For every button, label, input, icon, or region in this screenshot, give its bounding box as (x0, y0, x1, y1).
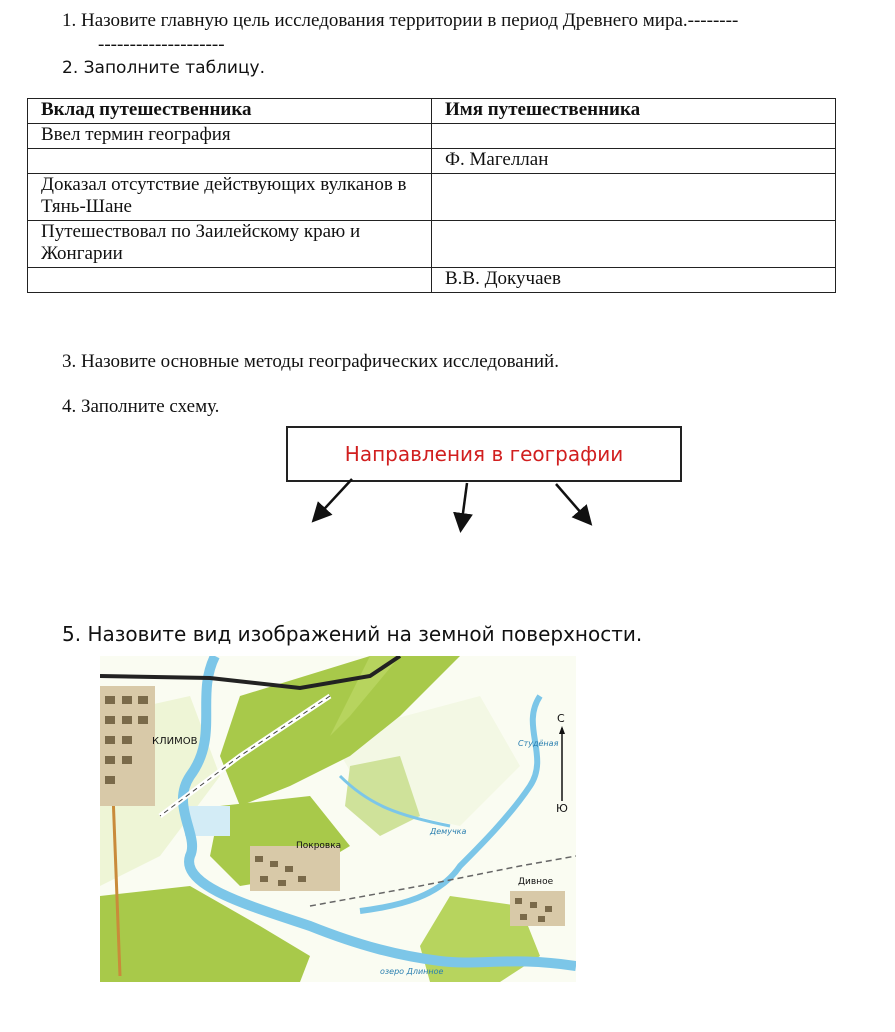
question-1: 1. Назовите главную цель исследования территории в период Древнего мира.-------- (62, 10, 739, 31)
arrow-right (556, 484, 589, 522)
label-lake: озеро Длинное (380, 967, 444, 976)
settlement-divnoe (510, 891, 565, 926)
label-divnoe: Дивное (518, 877, 554, 887)
table-cell: Ввел термин география (28, 124, 432, 149)
table-row (28, 268, 836, 293)
label-pokrovka: Покровка (296, 841, 342, 851)
question-4: 4. Заполните схему. (62, 396, 220, 417)
compass-north: С (557, 712, 565, 725)
table-header-row (28, 99, 836, 124)
table-row (28, 124, 836, 149)
table-cell-answer[interactable] (28, 149, 432, 174)
table-cell: В.В. Докучаев (432, 268, 836, 293)
table-cell-answer[interactable] (28, 268, 432, 293)
table-cell: Путешествовал по Заилейскому краю и Жонгарии (28, 221, 432, 268)
question-2: 2. Заполните таблицу. (62, 58, 266, 78)
label-river-studenaya: Студёная (518, 739, 559, 748)
arrow-center (461, 483, 467, 528)
compass-south: Ю (556, 802, 568, 815)
schema-box (286, 426, 682, 482)
table-header-contribution: Вклад путешественника (28, 99, 432, 124)
label-river-demuchka: Демучка (430, 827, 467, 836)
table-row (28, 221, 836, 268)
table-cell-answer[interactable] (432, 221, 836, 268)
table-row (28, 149, 836, 174)
table-cell-answer[interactable] (432, 174, 836, 221)
table-row (28, 174, 836, 221)
table-cell-answer[interactable] (432, 124, 836, 149)
schema-title: Направления в географии (344, 442, 624, 466)
topographic-map (100, 656, 576, 982)
travelers-table (27, 98, 836, 293)
settlement-pokrovka (250, 846, 340, 891)
question-1-dashes: -------------------- (98, 34, 225, 55)
arrow-left (315, 479, 352, 519)
table-cell: Доказал отсутствие действующих вулканов в Тянь-Шане (28, 174, 432, 221)
table-header-name: Имя путешественника (432, 99, 836, 124)
table-cell: Ф. Магеллан (432, 149, 836, 174)
question-5: 5. Назовите вид изображений на земной поверхности. (62, 622, 643, 646)
question-3: 3. Назовите основные методы географических исследований. (62, 351, 559, 372)
label-klimov: КЛИМОВ (152, 736, 198, 747)
